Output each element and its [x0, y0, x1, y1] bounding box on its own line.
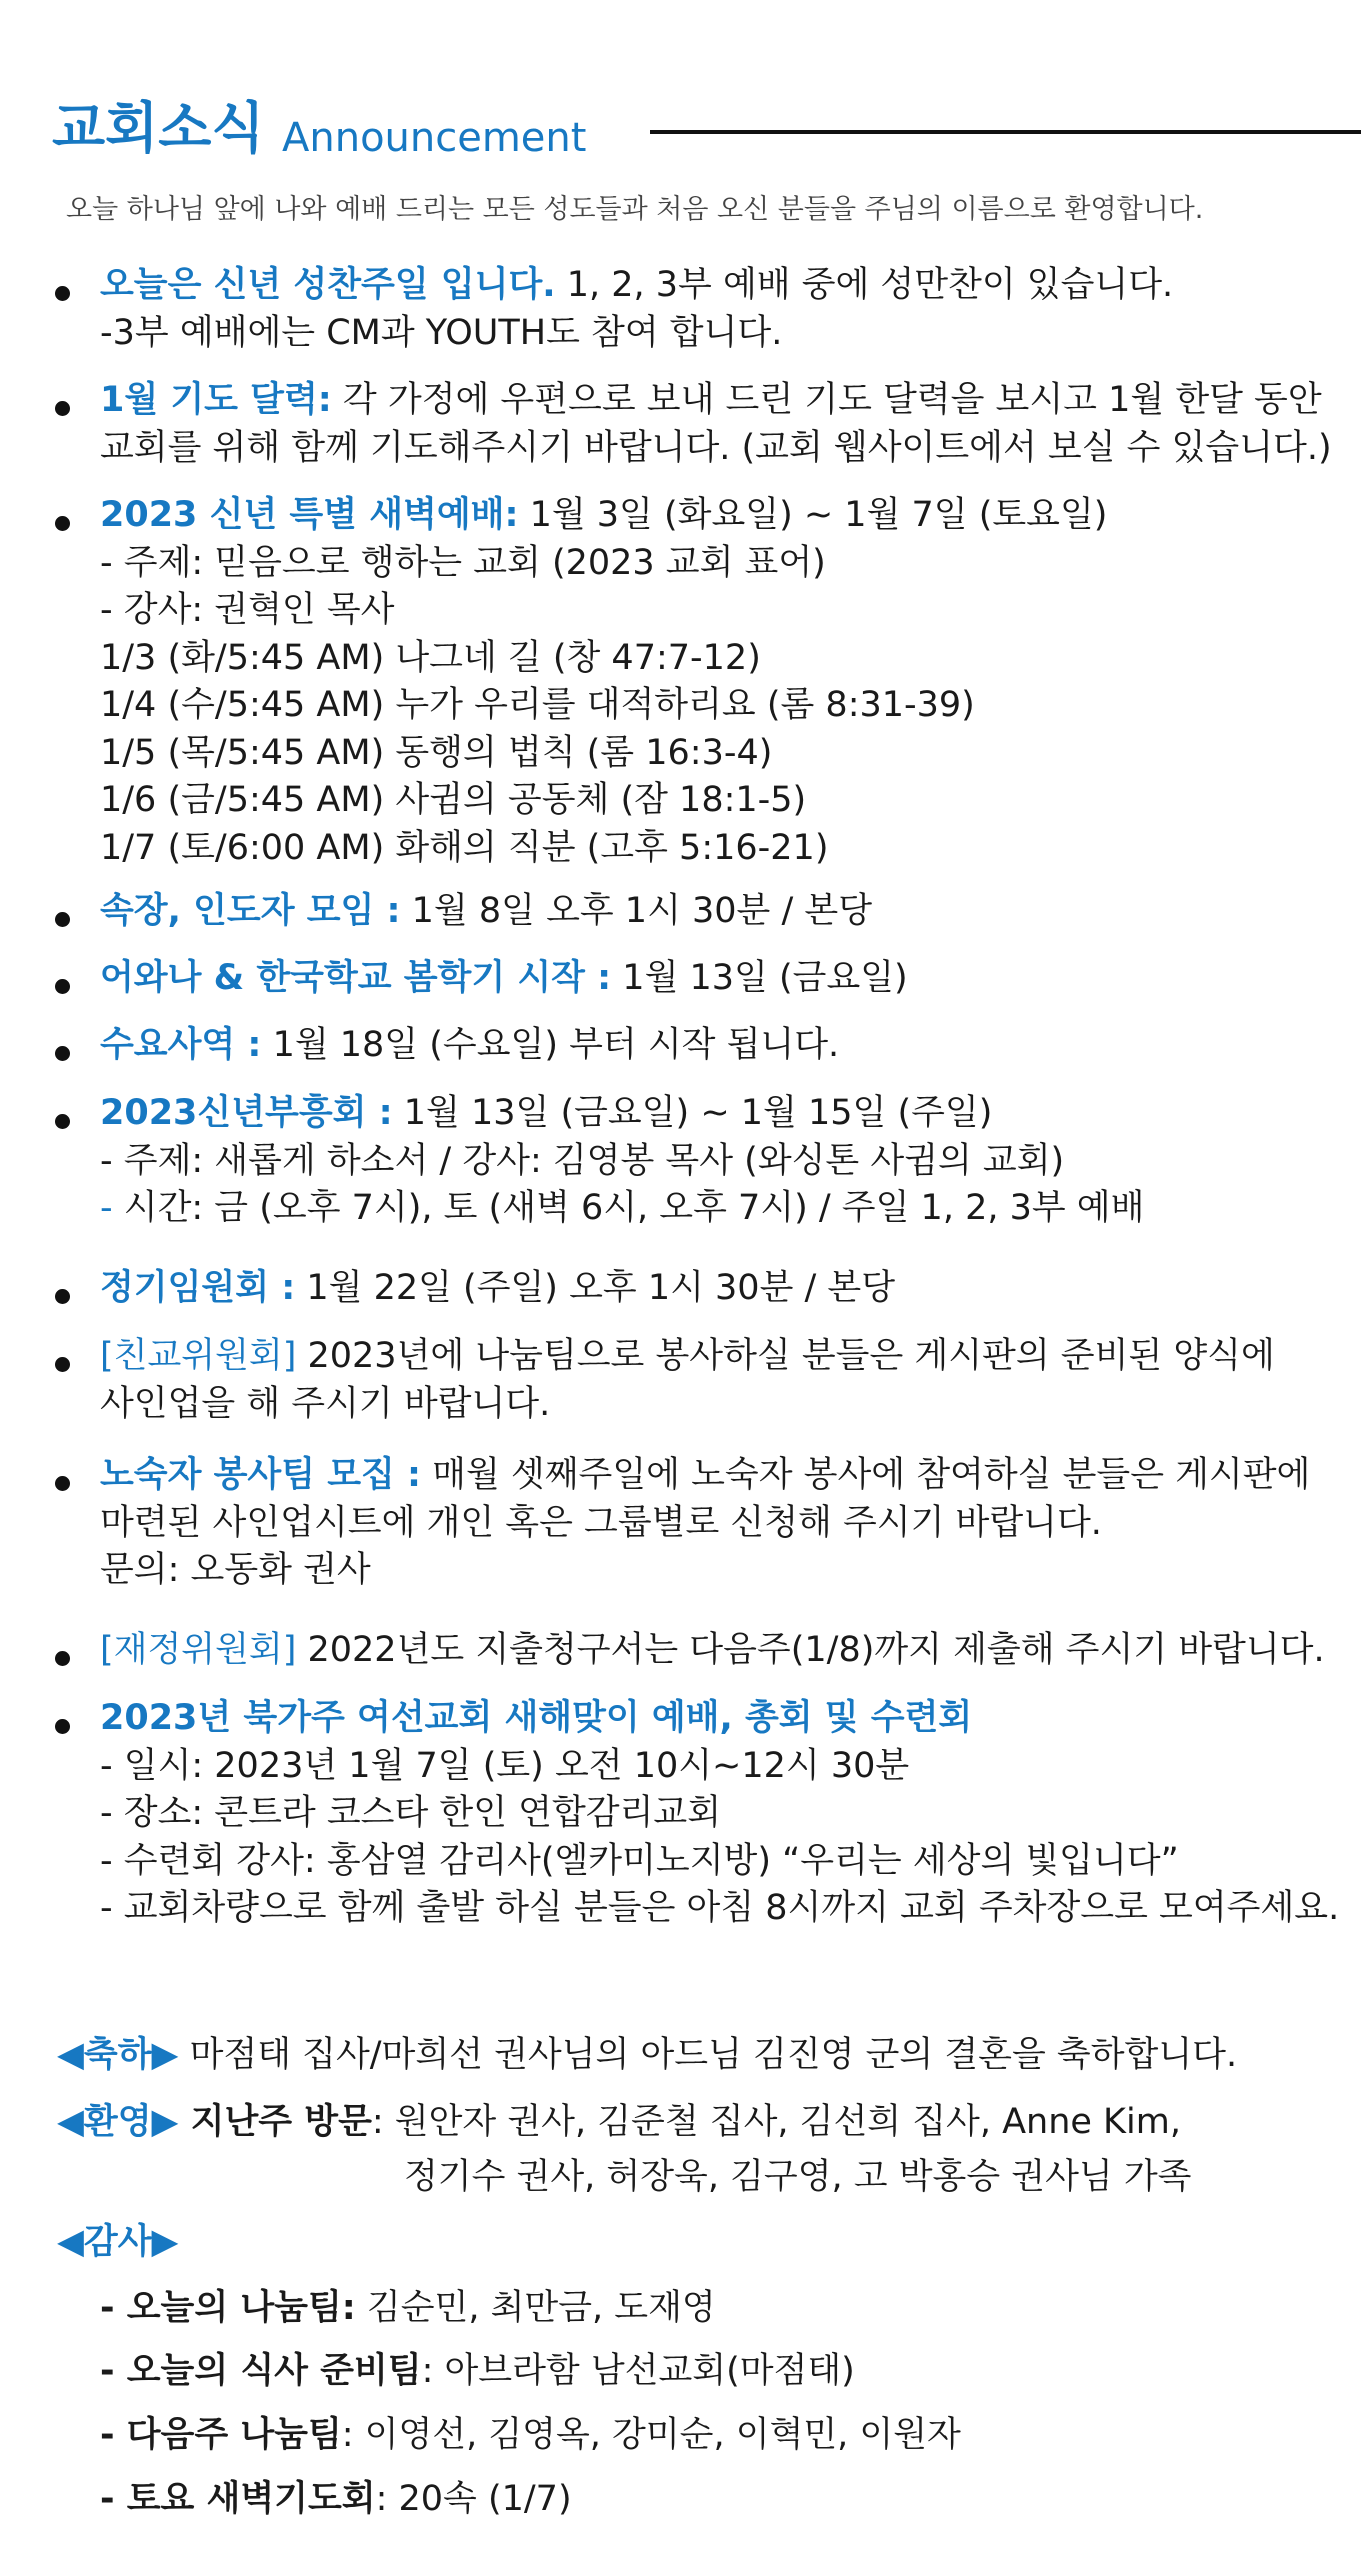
congrats-marker: ◀축하▶: [57, 2035, 179, 2075]
thanks-row-label: - 다음주 나눔팀: [100, 2415, 342, 2455]
thanks-row: [100, 2346, 855, 2396]
item-text: 2023년에 나눔팀으로 봉사하실 분들은 게시판의 준비된 양식에: [296, 1336, 1275, 1376]
thanks-row: [100, 2474, 572, 2524]
bullet-icon: [55, 1651, 70, 1666]
bullet-icon: [55, 912, 70, 927]
item-text-marker: -: [100, 1188, 113, 1228]
thanks-row-value: : 20속 (1/7): [375, 2479, 572, 2519]
item-text: 1월 13일 (금요일) ~ 1월 15일 (주일): [392, 1093, 993, 1133]
bullet-icon: [55, 516, 70, 531]
bullet-icon: [55, 979, 70, 994]
thanks-section: [57, 2217, 178, 2267]
item-text: 1월 18일 (수요일) 부터 시작 됩니다.: [261, 1025, 840, 1065]
item-text: - 강사: 권혁인 목사: [100, 590, 395, 630]
item-text: - 주제: 믿음으로 행하는 교회 (2023 교회 표어): [100, 542, 826, 583]
item-text: - 장소: 콘트라 코스타 한인 연합감리교회: [100, 1793, 722, 1833]
item-heading: 2023신년부흥회 :: [100, 1093, 393, 1133]
item-text: - 교회차량으로 함께 출발 하실 분들은 아침 8시까지 교회 주차장으로 모여주세요.: [100, 1888, 1340, 1928]
header: [52, 88, 1332, 168]
item-text: 문의: 오동화 권사: [100, 1550, 371, 1590]
item-heading: 어와나 & 한국학교 봄학기 시작 :: [100, 958, 612, 998]
item-text: - 수련회 강사: 홍삼열 감리사(엘카미노지방) “우리는 세상의 빛입니다”: [100, 1840, 1179, 1881]
item-text: 1월 22일 (주일) 오후 1시 30분 / 본당: [295, 1268, 896, 1308]
congrats-text: 마점태 집사/마희선 권사님의 아드님 김진영 군의 결혼을 축하합니다.: [178, 2035, 1238, 2075]
item-text: - 주제: 새롭게 하소서 / 강사: 김영봉 목사 (와싱톤 사귐의 교회): [100, 1140, 1065, 1181]
welcome-label: 지난주 방문: [178, 2102, 372, 2142]
bullet-icon: [55, 1719, 70, 1734]
bullet-icon: [55, 401, 70, 416]
bullet-icon: [55, 1046, 70, 1061]
item-text: - 일시: 2023년 1월 7일 (토) 오전 10시~12시 30분: [100, 1745, 910, 1786]
item-text: 1월 3일 (화요일) ~ 1월 7일 (토요일): [518, 495, 1108, 535]
thanks-row-label: - 토요 새벽기도회: [100, 2479, 376, 2519]
item-text: -3부 예배에는 CM과 YOUTH도 참여 합니다.: [100, 312, 783, 353]
thanks-row-value: : 이영선, 김영옥, 강미순, 이혁민, 이원자: [341, 2415, 961, 2455]
thanks-row-label: - 오늘의 식사 준비팀: [100, 2351, 422, 2391]
thanks-row-value: : 아브라함 남선교회(마점태): [421, 2351, 855, 2391]
bullet-icon: [55, 1114, 70, 1129]
item-heading: 수요사역 :: [100, 1025, 262, 1065]
page-title-korean: 교회소식: [52, 96, 265, 160]
item-text: 1/3 (화/5:45 AM) 나그네 길 (창 47:7-12): [100, 637, 761, 678]
item-text: 1/4 (수/5:45 AM) 누가 우리를 대적하리요 (롬 8:31-39): [100, 685, 975, 725]
thanks-row-label: - 오늘의 나눔팀:: [100, 2288, 356, 2328]
item-text: 1/7 (토/6:00 AM) 화해의 직분 (고후 5:16-21): [100, 827, 829, 868]
item-text: 마련된 사인업시트에 개인 혹은 그룹별로 신청해 주시기 바랍니다.: [100, 1502, 1102, 1543]
thanks-row: [100, 2410, 961, 2460]
item-heading: [친교위원회]: [100, 1336, 297, 1376]
item-heading: 1월 기도 달력:: [100, 380, 332, 420]
welcome-message: 오늘 하나님 앞에 나와 예배 드리는 모든 성도들과 처음 오신 분들을 주님의 이름으로 환영합니다.: [66, 194, 1204, 225]
welcome-line-2: 정기수 권사, 허장욱, 김구영, 고 박홍승 권사님 가족: [404, 2157, 1192, 2197]
item-text: 1월 8일 오후 1시 30분 / 본당: [400, 891, 873, 931]
welcome-line-1: : 원안자 권사, 김준철 집사, 김선희 집사, Anne Kim,: [371, 2102, 1181, 2142]
item-heading: 정기임원회 :: [100, 1268, 296, 1308]
item-text: 1/6 (금/5:45 AM) 사귐의 공동체 (잠 18:1-5): [100, 780, 807, 820]
thanks-row-value: 김순민, 최만금, 도재영: [355, 2288, 716, 2328]
item-text: 매월 셋째주일에 노숙자 봉사에 참여하실 분들은 게시판에: [421, 1455, 1311, 1495]
welcome-marker: ◀환영▶: [57, 2102, 179, 2142]
bullet-icon: [55, 1476, 70, 1491]
thanks-marker: ◀감사▶: [57, 2222, 179, 2262]
page-title-english: Announcement: [282, 115, 587, 161]
item-text: 각 가정에 우편으로 보내 드린 기도 달력을 보시고 1월 한달 동안: [331, 380, 1322, 420]
item-text: 사인업을 해 주시기 바랍니다.: [100, 1383, 551, 1424]
item-heading: 2023년 북가주 여선교회 새해맞이 예배, 총회 및 수련회: [100, 1698, 973, 1738]
welcome-section: [57, 2097, 1181, 2147]
bullet-icon: [55, 286, 70, 301]
bullet-icon: [55, 1357, 70, 1372]
item-heading: 2023 신년 특별 새벽예배:: [100, 495, 519, 535]
item-text: 시간: 금 (오후 7시), 토 (새벽 6시, 오후 7시) / 주일 1, 2, 3부 예배: [112, 1188, 1145, 1228]
item-heading: [재정위원회]: [100, 1630, 297, 1670]
item-text: 교회를 위해 함께 기도해주시기 바랍니다. (교회 웹사이트에서 보실 수 있습니다.): [100, 427, 1332, 468]
item-heading: 속장, 인도자 모임 :: [100, 891, 401, 931]
thanks-row: [100, 2283, 716, 2333]
item-heading: 오늘은 신년 성찬주일 입니다.: [100, 265, 556, 305]
item-heading: 노숙자 봉사팀 모집 :: [100, 1455, 422, 1495]
item-text: 1/5 (목/5:45 AM) 동행의 법칙 (롬 16:3-4): [100, 732, 773, 773]
congrats-section: [57, 2030, 1237, 2080]
item-text: 2022년도 지출청구서는 다음주(1/8)까지 제출해 주시기 바랍니다.: [296, 1630, 1325, 1670]
bullet-icon: [55, 1289, 70, 1304]
item-text: 1월 13일 (금요일): [611, 958, 908, 998]
header-divider: [650, 130, 1361, 134]
item-text: 1, 2, 3부 예배 중에 성만찬이 있습니다.: [555, 265, 1174, 305]
